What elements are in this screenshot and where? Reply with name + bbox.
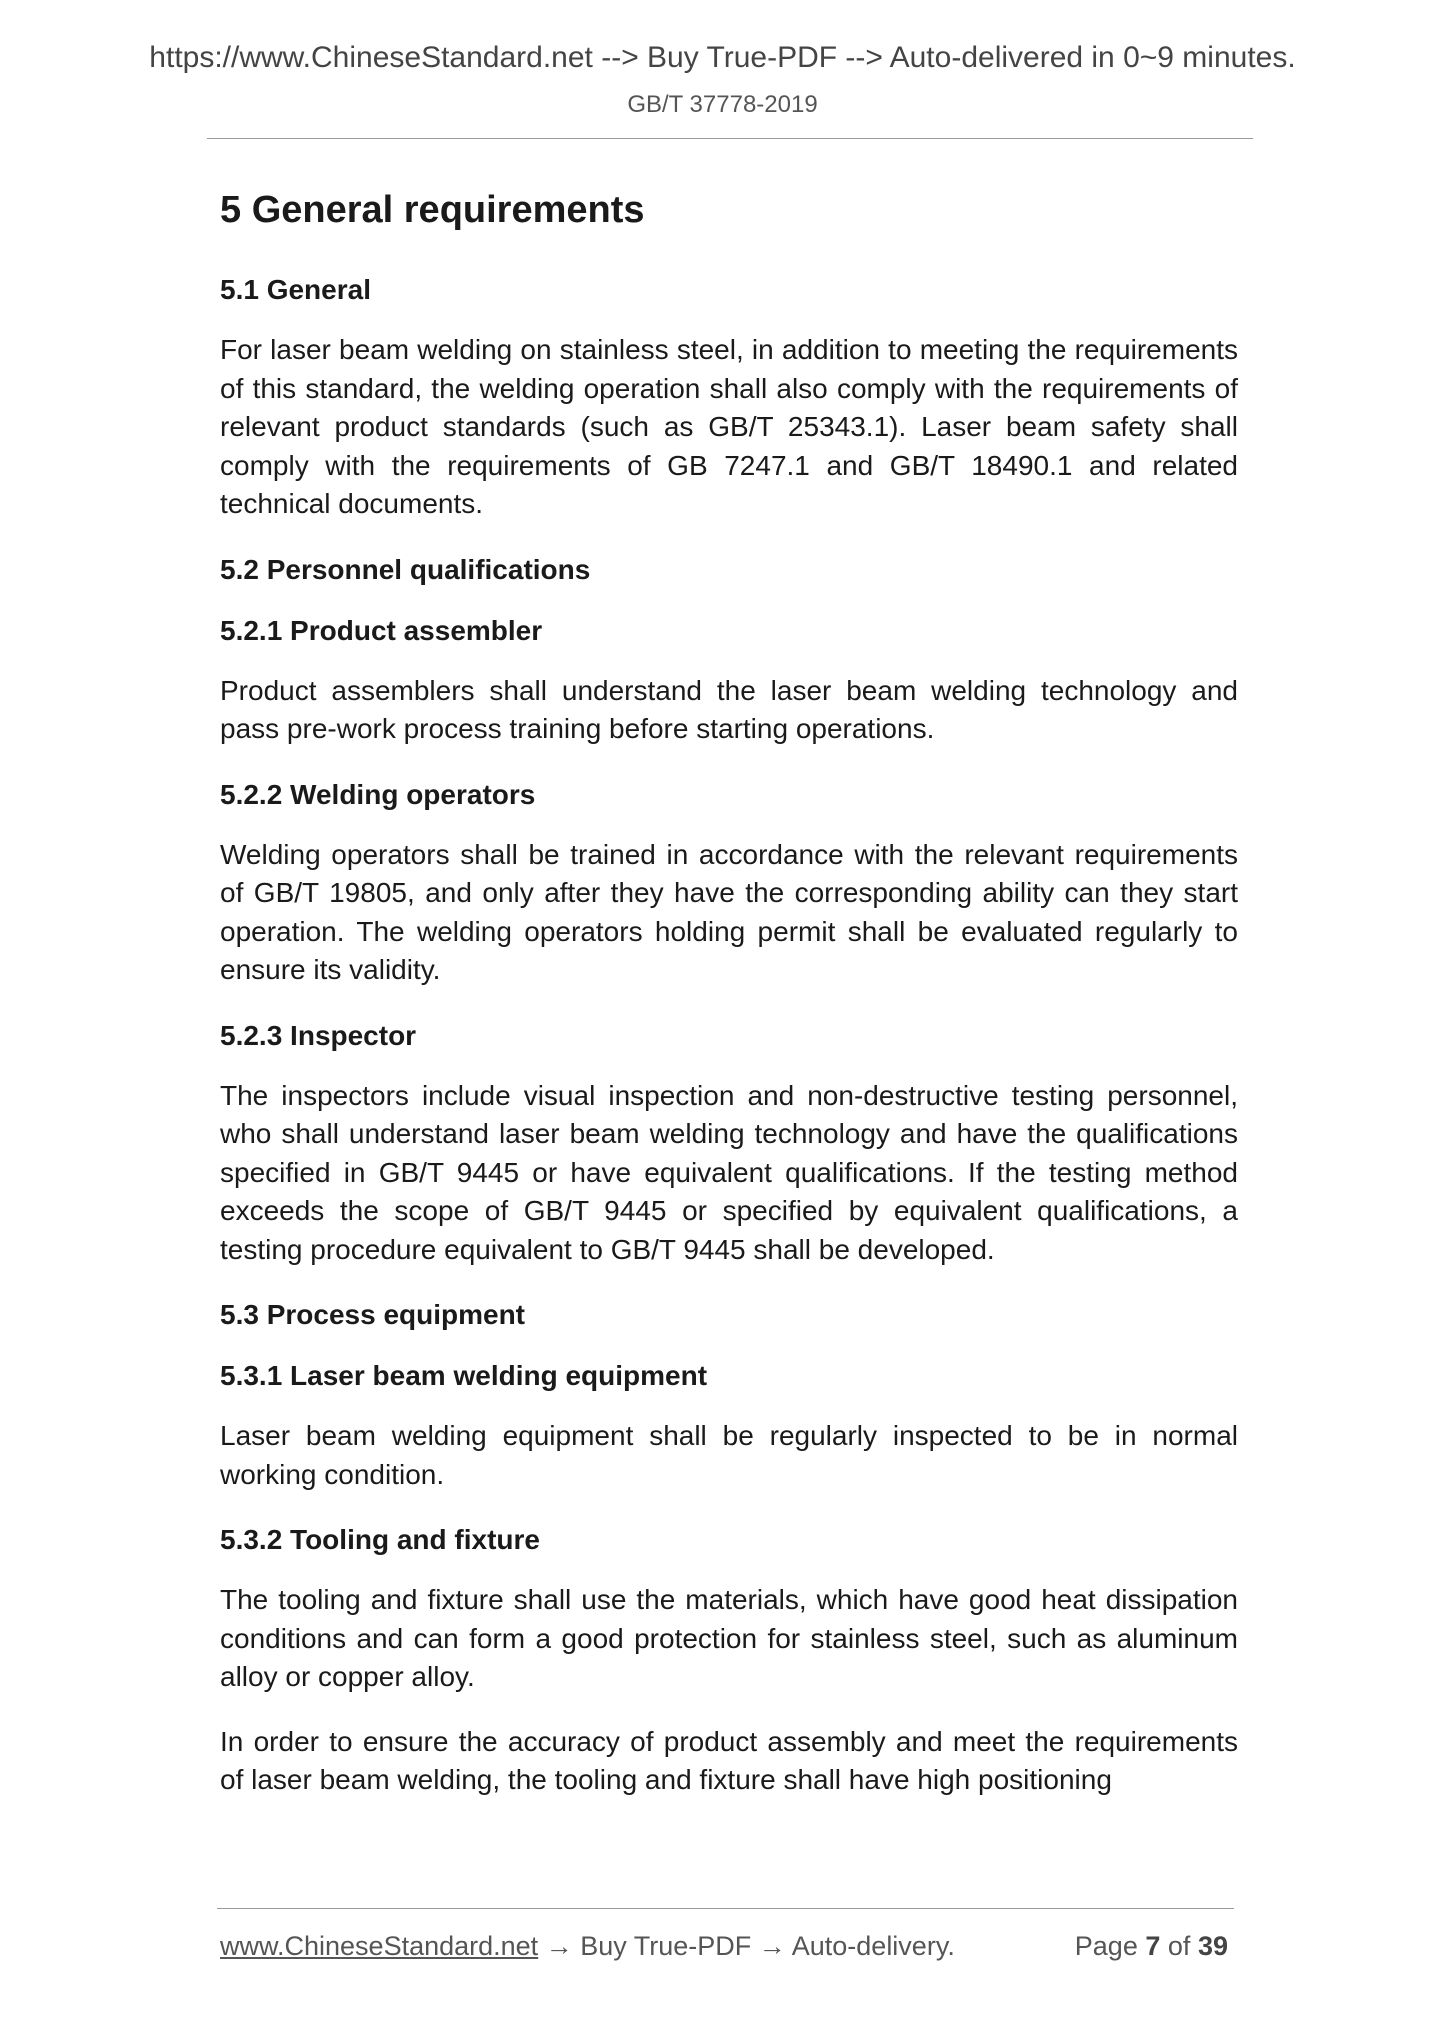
section-5-heading: 5 General requirements: [220, 189, 645, 231]
section-5-2-3-paragraph: The inspectors include visual inspection and non-destructive testing personnel, who shall understand laser beam welding technology and have the qualifications specified in GB/T 9445 or have equivalent qualifications. If the testing method exceeds the scope of GB/T 9445 or specified by equivalent qualifications, a testing procedure equivalent to GB/T 9445 shall be developed.: [220, 1079, 1238, 1265]
footer-promo: [220, 1928, 955, 1964]
section-5-3-1-heading: 5.3.1 Laser beam welding equipment: [220, 1360, 708, 1391]
section-5-3-2-paragraph-2: In order to ensure the accuracy of product assembly and meet the requirements of laser beam welding, the tooling and fixture shall have high positioning: [220, 1725, 1238, 1795]
section-5-1-paragraph: For laser beam welding on stainless steel, in addition to meeting the requirements of this standard, the welding operation shall also comply with the requirements of relevant product standards (such as GB/T 25343.1). Laser beam safety shall comply with the requirements of GB 7247.1 and GB/T 18490.1 and related technical documents.: [220, 334, 1238, 519]
top-banner: https://www.ChineseStandard.net --> Buy True-PDF --> Auto-delivered in 0~9 minutes.: [149, 41, 1296, 74]
footer-promo-text: → Buy True-PDF → Auto-delivery.: [538, 1931, 955, 1961]
of-label: of: [1167, 1931, 1191, 1961]
section-5-2-heading: 5.2 Personnel qualifications: [220, 553, 591, 585]
footer-site-link[interactable]: www.ChineseStandard.net: [220, 1931, 539, 1961]
page-label: Page: [1074, 1931, 1138, 1961]
document-code: GB/T 37778-2019: [627, 91, 818, 118]
section-5-2-1-heading: 5.2.1 Product assembler: [220, 614, 543, 646]
section-5-2-2-heading: 5.2.2 Welding operators: [220, 778, 536, 810]
section-5-1-heading: 5.1 General: [220, 274, 371, 305]
section-5-3-1-paragraph: Laser beam welding equipment shall be regularly inspected to be in normal working condition.: [220, 1420, 1238, 1490]
section-5-3-2-paragraph-1: The tooling and fixture shall use the materials, which have good heat dissipation conditions and can form a good protection for stainless steel, such as aluminum alloy or copper alloy.: [220, 1584, 1238, 1692]
page-footer: [220, 1928, 1238, 1964]
section-5-3-2-heading: 5.3.2 Tooling and fixture: [220, 1524, 540, 1555]
page-content: [220, 182, 1238, 1826]
current-page-number: 7: [1145, 1931, 1161, 1961]
section-5-3-heading: 5.3 Process equipment: [220, 1299, 526, 1330]
section-5-2-3-heading: 5.2.3 Inspector: [220, 1019, 417, 1051]
section-5-2-2-paragraph: Welding operators shall be trained in accordance with the relevant requirements of GB/T 19805, and only after they have the corresponding ability can they start operation. The welding operators holding permit shall be evaluated regularly to ensure its validity.: [220, 838, 1238, 985]
total-pages-number: 39: [1197, 1931, 1228, 1961]
header-divider: [207, 138, 1253, 139]
section-5-2-1-paragraph: Product assemblers shall understand the laser beam welding technology and pass pre-work process training before starting operations.: [220, 674, 1238, 744]
page-indicator: [1075, 1928, 1228, 1964]
footer-divider: [217, 1908, 1234, 1909]
